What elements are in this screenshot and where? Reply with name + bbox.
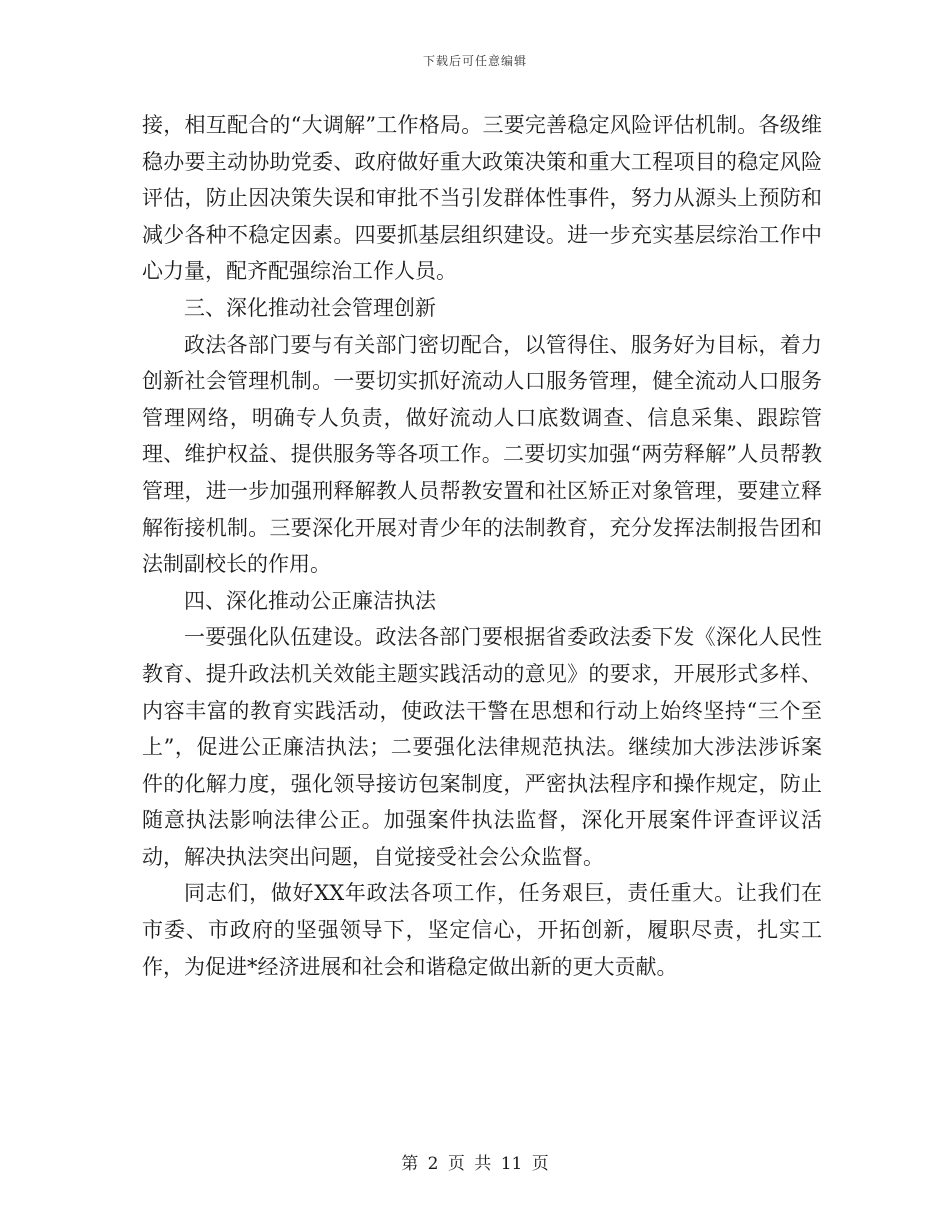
body-paragraph: 一要强化队伍建设。政法各部门要根据省委政法委下发《深化人民性教育、提升政法机关效能主题实践活动的意见》的要求，开展形式多样、内容丰富的教育实践活动，使政法干警在思想和行动上始终坚持“三个至上”，促进公正廉洁执法；二要强化法律规范执法。继续加大涉法涉诉案件的化解力度，强化领导接访包案制度，严密执法程序和操作规定，防止随意执法影响法律公正。加强案件执法监督，深化开展案件评查评议活动，解决执法突出问题，自觉接受社会公众监督。 bbox=[142, 625, 822, 869]
body-paragraph: 政法各部门要与有关部门密切配合，以管得住、服务好为目标，着力创新社会管理机制。一要切实抓好流动人口服务管理，健全流动人口服务管理网络，明确专人负责，做好流动人口底数调查、信息采集、跟踪管理、维护权益、提供服务等各项工作。二要切实加强“两劳释解”人员帮教管理，进一步加强刑释解教人员帮教安置和社区矫正对象管理，要建立释解衔接机制。三要深化开展对青少年的法制教育，充分发挥法制报告团和法制副校长的作用。 bbox=[142, 332, 822, 577]
page-header: 下载后可任意编辑 bbox=[422, 54, 527, 68]
document-body bbox=[142, 107, 822, 985]
closing-paragraph: 同志们，做好XX年政法各项工作，任务艰巨，责任重大。让我们在市委、市政府的坚强领导下，坚定信心，开拓创新，履职尽责，扎实工作，为促进*经济进展和社会和谐稳定做出新的更大贡献。 bbox=[142, 881, 822, 979]
page-footer: 第 2 页 共 11 页 bbox=[401, 1154, 549, 1174]
section-heading-3: 三、深化推动社会管理创新 bbox=[184, 295, 436, 320]
body-paragraph-continued: 接，相互配合的“大调解”工作格局。三要完善稳定风险评估机制。各级维稳办要主动协助党委、政府做好重大政策决策和重大工程项目的稳定风险评估，防止因决策失误和审批不当引发群体性事件，努力从源头上预防和减少各种不稳定因素。四要抓基层组织建设。进一步充实基层综治工作中心力量，配齐配强综治工作人员。 bbox=[142, 113, 822, 284]
section-heading-4: 四、深化推动公正廉洁执法 bbox=[184, 588, 436, 613]
